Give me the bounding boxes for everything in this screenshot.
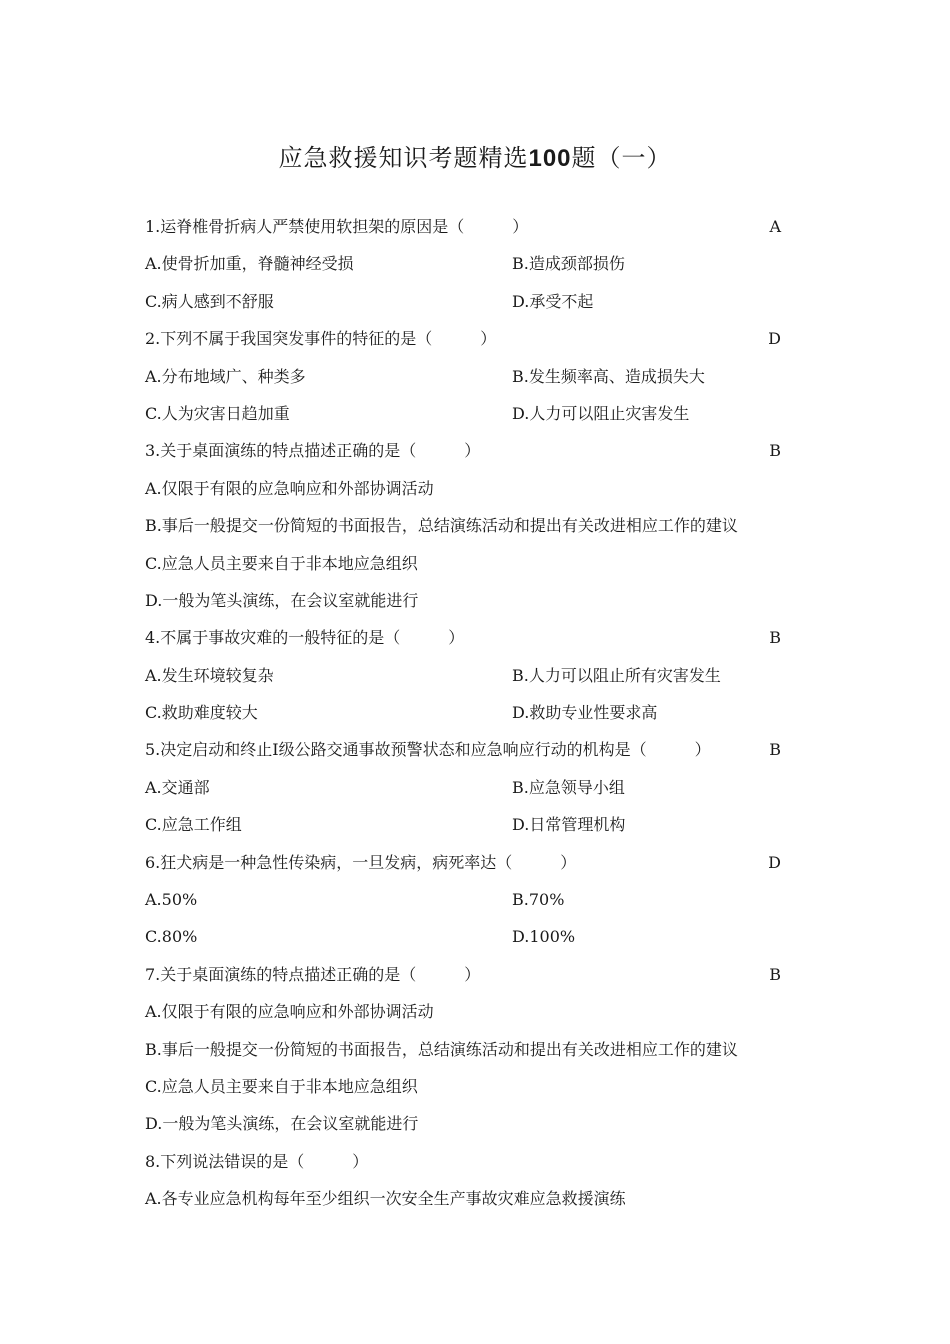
question-stem: 6.狂犬病是一种急性传染病，一旦发病，病死率达（ ） D [145,844,785,881]
option-row [145,918,785,955]
option: C.80% [145,927,198,947]
option: C.救助难度较大 [145,703,258,723]
option-row [145,245,785,282]
option: D.承受不起 [512,291,594,311]
answer-key: B [769,628,781,648]
option-row [145,806,785,843]
option: C.应急工作组 [145,815,242,835]
option-row [145,657,785,694]
question-list [145,208,785,1218]
option: C.应急人员主要来自于非本地应急组织 [145,1076,418,1096]
option-row [145,881,785,918]
option: D.日常管理机构 [512,815,626,835]
question-stem: 3.关于桌面演练的特点描述正确的是（ ） B [145,432,785,469]
question-stem: 4.不属于事故灾难的一般特征的是（ ） B [145,619,785,656]
option-row [145,395,785,432]
option: D.人力可以阻止灾害发生 [512,403,690,423]
option: A.交通部 [145,777,210,797]
option-row [145,769,785,806]
question-stem: 8.下列说法错误的是（ ） [145,1151,369,1171]
answer-key: D [768,852,781,872]
option: C.应急人员主要来自于非本地应急组织 [145,553,418,573]
question-stem: 2.下列不属于我国突发事件的特征的是（ ） D [145,320,785,357]
option-row [145,283,785,320]
option: B.应急领导小组 [512,777,625,797]
answer-key: A [769,217,781,236]
question-stem: 1.运脊椎骨折病人严禁使用软担架的原因是（ ） A [145,208,785,245]
option: C.病人感到不舒服 [145,291,274,311]
option: A.仅限于有限的应急响应和外部协调活动 [145,1002,434,1022]
option-row [145,694,785,731]
answer-key: B [769,740,781,760]
option: A.发生环境较复杂 [145,665,274,685]
option: B.事后一般提交一份简短的书面报告，总结演练活动和提出有关改进相应工作的建议 [145,1039,738,1059]
option: B.发生频率高、造成损失大 [512,366,705,386]
question-stem: 7.关于桌面演练的特点描述正确的是（ ） B [145,956,785,993]
question-stem: 5.决定启动和终止Ⅰ级公路交通事故预警状态和应急响应行动的机构是（ ） B [145,731,785,768]
option: B.造成颈部损伤 [512,254,625,274]
option: D.一般为笔头演练，在会议室就能进行 [145,1114,419,1134]
option: B.人力可以阻止所有灾害发生 [512,665,721,685]
option: A.各专业应急机构每年至少组织一次安全生产事故灾难应急救援演练 [145,1189,626,1209]
option: A.50% [145,890,198,910]
option: C.人为灾害日趋加重 [145,403,290,423]
option: D.救助专业性要求高 [512,703,658,723]
option: A.仅限于有限的应急响应和外部协调活动 [145,478,434,498]
page-title: 应急救援知识考题精选100题（一） [278,144,672,172]
option-row [145,358,785,395]
answer-key: B [769,441,781,461]
option: A.使骨折加重，脊髓神经受损 [145,254,354,274]
option: D.100% [512,927,576,947]
answer-key: B [769,964,781,984]
answer-key: D [768,329,781,349]
option: B.事后一般提交一份简短的书面报告，总结演练活动和提出有关改进相应工作的建议 [145,516,738,536]
option: A.分布地域广、种类多 [145,366,306,386]
option: B.70% [512,890,565,910]
option: D.一般为笔头演练，在会议室就能进行 [145,590,419,610]
